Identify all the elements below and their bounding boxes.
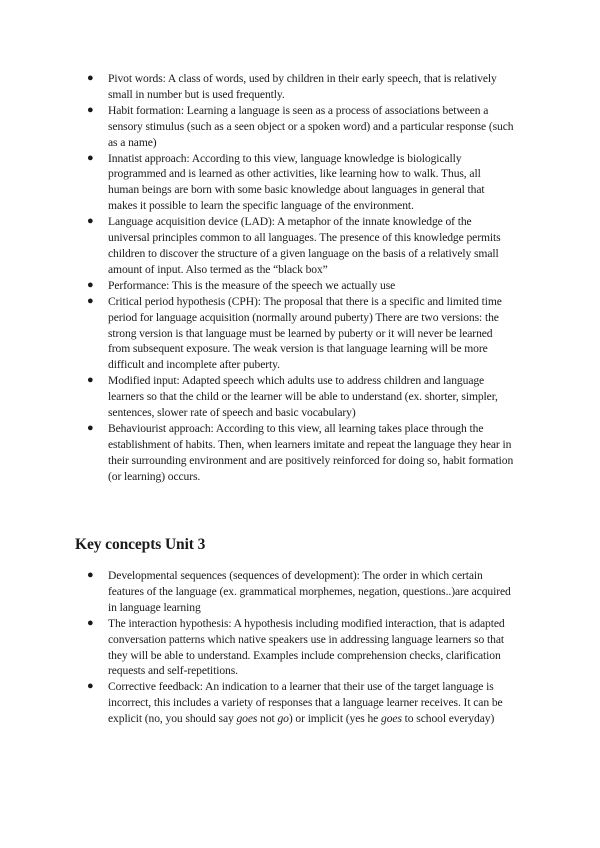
bullet-icon: ●: [87, 103, 94, 116]
unit2-concepts-list: [86, 71, 514, 485]
corrective-text-4: to school everyday): [401, 712, 495, 726]
list-item: [86, 568, 514, 616]
bullet-icon: ●: [87, 374, 94, 387]
list-item: [86, 214, 514, 278]
bullet-icon: ●: [87, 215, 94, 228]
corrective-text-3: ) or implicit (yes he: [288, 712, 382, 726]
bullet-icon: ●: [87, 294, 94, 307]
unit3-concepts-list: [86, 568, 514, 727]
corrective-text-1: Corrective feedback: An indication to a learner that their use of the target language is incorrect, this includes a variety of responses that a language learner receives. It can be explicit (no, you should say: [108, 680, 503, 726]
list-item-text: Language acquisition device (LAD): A metaphor of the innate knowledge of the universal principles common to all languages. The presence of this knowledge permits children to discover the structure of a given language on the basis of a relatively small amount of input. Also termed as the “black box”: [108, 215, 501, 276]
list-item-text: Modified input: Adapted speech which adults use to address children and language learners so that the child or the learner will be able to understand (ex. shorter, simpler, sentences, slower rate of speech and basic vocabulary): [108, 374, 498, 420]
emphasis-go: go: [277, 712, 289, 726]
list-item-text: The interaction hypothesis: A hypothesis including modified interaction, that is adapted conversation patterns which native speakers use in addressing language learners so that they will be able to understand. Examples include comprehension checks, clarification requests and self-repetitions.: [108, 616, 505, 678]
bullet-icon: ●: [87, 278, 94, 291]
list-item: [86, 421, 514, 485]
list-item: [86, 294, 514, 374]
section-heading: Key concepts Unit 3: [75, 536, 206, 553]
bullet-icon: ●: [87, 616, 94, 629]
list-item-text: Pivot words: A class of words, used by children in their early speech, that is relatively small in number but is used frequently.: [108, 72, 497, 101]
list-item-text: Behaviourist approach: According to this view, all learning takes place through the establishment of habits. Then, when learners imitate and repeat the language they hear in their surrounding environment and are positively reinforced for doing so, habit formation (or learning) occurs.: [108, 421, 514, 483]
bullet-icon: ●: [87, 72, 94, 84]
list-item-text: Habit formation: Learning a language is seen as a process of associations between a sensory stimulus (such as a seen object or a spoken word) and a particular response (such as a name): [108, 103, 514, 149]
bullet-icon: ●: [87, 680, 94, 693]
list-item: [86, 373, 514, 421]
bullet-icon: ●: [87, 569, 94, 581]
list-item: [86, 71, 514, 103]
bullet-icon: ●: [87, 421, 94, 434]
emphasis-goes: goes: [236, 712, 258, 726]
list-item-text: [108, 680, 503, 725]
list-item-text: Performance: This is the measure of the speech we actually use: [108, 278, 396, 292]
list-item-text: Critical period hypothesis (CPH): The proposal that there is a specific and limited time period for language acquisition (normally around puberty) There are two versions: the strong version is that language must be learned by puberty or it will never be learned from subsequent exposure. The weak version is that language learning will be more difficult and incomplete after puberty.: [108, 294, 502, 372]
corrective-text-2: not: [257, 712, 278, 726]
list-item: [86, 151, 514, 215]
list-item-text: Developmental sequences (sequences of development): The order in which certain features of the language (ex. grammatical morphemes, negation, questions..)are acquired in language learning: [108, 569, 511, 614]
list-item: [86, 616, 514, 680]
list-item: [86, 679, 514, 727]
emphasis-goes-2: goes: [381, 712, 402, 726]
bullet-icon: ●: [87, 151, 94, 164]
list-item: [86, 278, 514, 294]
list-item-text: Innatist approach: According to this view, language knowledge is biologically programmed and is learned as other activities, like learning how to walk. Thus, all human beings are born with some basic knowledge about languages in general that makes it possible to learn the specific language of the environment.: [108, 151, 485, 213]
list-item: [86, 103, 514, 151]
